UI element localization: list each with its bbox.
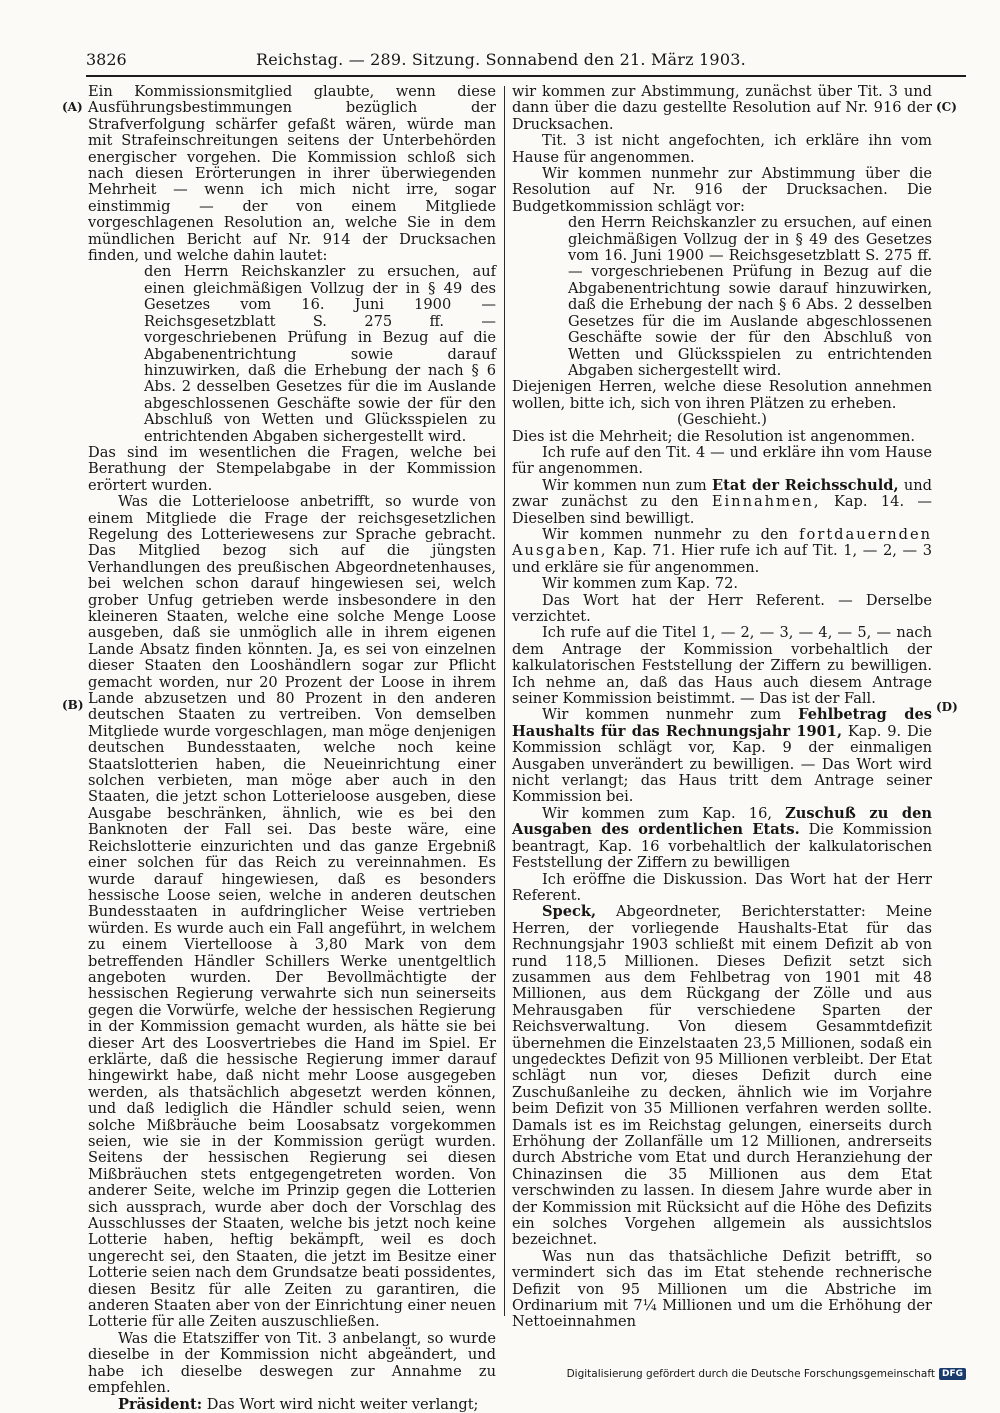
margin-mark-a: (A) <box>62 100 83 114</box>
text-run: Kap. 14. — Dieselben sind bewilligt. <box>512 493 933 527</box>
header-rule <box>86 75 966 77</box>
speaker-name: Präsident: <box>118 1395 203 1413</box>
speech-text: Das Wort wird nicht weiter verlangt; <box>206 1395 479 1413</box>
text-run: Kap. 9. Die Kommission schlägt vor, Kap. 9 der einmaligen Ausgaben unverändert zu bewilligen. — Das Wort wird nicht verlangt; das Haus tritt dem Antrage seiner Kommission bei. <box>512 722 933 806</box>
text-run: Wir kommen nunmehr zu den <box>542 525 788 543</box>
margin-mark-c: (C) <box>936 100 957 114</box>
paragraph <box>88 1397 496 1413</box>
margin-mark-d: (D) <box>936 700 958 714</box>
paragraph: Was die Etatsziffer von Tit. 3 anbelangt, so wurde dieselbe in der Kommission nicht abgeändert, und habe ich dieselbe deswegen zur Annahme zu empfehlen. <box>88 1329 496 1397</box>
left-column <box>88 84 496 1413</box>
paragraph: Wir kommen zum Kap. 72. <box>542 575 739 593</box>
text-run: Die Kommission beantragt, Kap. 16 vorbehaltlich der kalkulatorischen Feststellung der Ziffern zu bewilligen <box>512 821 932 872</box>
dfg-logo-icon: DFG <box>939 1368 966 1380</box>
speaker-name: Speck, <box>542 903 597 921</box>
paragraph: Ich rufe auf die Titel 1, — 2, — 3, — 4, — 5, — nach dem Antrage der Kommission vorbehaltlich der kalkulatorischen Feststellung der Ziffern zu bewilligen. Ich nehme an, daß das Haus auch diesem Antrage seiner Kommission beistimmt. — Das ist der Fall. <box>512 624 932 708</box>
right-column <box>512 84 932 1331</box>
paragraph: Das Wort hat der Herr Referent. — Derselbe verzichtet. <box>512 591 932 625</box>
paragraph: Tit. 3 ist nicht angefochten, ich erkläre ihn vom Hause für angenommen. <box>512 132 932 166</box>
paragraph: Was nun das thatsächliche Defizit betrifft, so vermindert sich das im Etat stehende rechnerische Defizit von 95 Millionen um die Abstriche im Ordinarium mit 7¼ Millionen und um die Erhöhung der Nettoeinnahmen <box>512 1247 932 1331</box>
text-run: Wir kommen zum Kap. 16, <box>542 804 773 822</box>
budget-heading: Fehlbetrag des Haushalts für das Rechnungsjahr 1901, <box>512 706 933 740</box>
column-divider <box>504 86 505 1316</box>
running-title: Reichstag. — 289. Sitzung. Sonnabend den 21. März 1903. <box>256 50 746 69</box>
resolution-quote: den Herrn Reichskanzler zu ersuchen, auf einen gleichmäßigen Vollzug der in § 49 des Gesetzes vom 16. Juni 1900 — Reichsgesetzblatt S. 275 ff. — vorgeschriebenen Prüfung in Bezug auf die Abgabenentrichtung sowie darauf hinzuwirken, daß die Erhebung der nach § 6 Abs. 2 desselben Gesetzes für die im Auslande abgeschlossenen Geschäfte sowie der für den Abschluß von Wetten und Glücksspielen zu entrichtenden Abgaben sichergestellt wird. <box>144 263 496 445</box>
budget-heading: Etat der Reichsschuld, <box>712 476 899 494</box>
paragraph: Was die Lotterieloose anbetrifft, so wurde von einem Mitgliede die Frage der reichsgesetzlichen Regelung des Lotteriewesens zur Sprache gebracht. Das Mitglied bezog sich auf die jüngsten Verhandlungen des preußischen Abgeordnetenhauses, bei welchen schon darauf hingewiesen sei, welch grober Unfug getrieben werde insbesondere in den kleineren Staaten, welche eine solche Menge Loose ausgeben, daß sie unmöglich alle in ihrem eigenen Lande Absatz finden könnten. Ja, es sei von einzelnen dieser Staaten den Looshändlern sogar zur Pflicht gemacht worden, nur 20 Prozent der Loose in ihrem Lande abzusetzen und 80 Prozent in den anderen deutschen Staaten zu vertreiben. Von demselben Mitgliede wurde vorgeschlagen, man möge denjenigen deutschen Bundesstaaten, welche noch keine Staatslotterien haben, die Neueinrichtung einer solchen verbieten, man möge aber auch in den Staaten, die jetzt schon Lotterieloose ausgeben, diese Ausgabe beschränken, ähnlich, wie es bei den Banknoten der Fall sei. Das beste wäre, eine Reichslotterie einzurichten und das ganze Ergebniß einer solchen für das Reich zu vereinnahmen. Es wurde darauf hingewiesen, daß es besonders hessische Loose seien, welche in anderen deutschen Bundesstaaten in aufdringlicher Weise vertrieben würden. Es wurde auch ein Fall angeführt, in welchem zu einem Viertelloose à 3,80 Mark von dem betreffenden Händler Schillers Werke unentgeltlich angeboten wurden. Der Bevollmächtigte der hessischen Regierung verwahrte sich nun seinerseits gegen die Vorwürfe, welche der hessischen Regierung in der Kommission gemacht wurden, als hätte sie bei dieser Art des Loosvertriebes die Hand im Spiel. Er erklärte, daß die hessische Regierung immer darauf hingewirkt habe, daß nicht mehr Loose ausgegeben werden, als thatsächlich abgesetzt werden können, und daß lediglich die Händler schuld seien, wenn solche Mißbräuche beim Loosabsatz vorgekommen seien, wie sie in der Kommission gerügt wurden. Seitens der hessischen Regierung sei diesen Mißbräuchen stets entgegengetreten worden. Von anderer Seite, welche im Prinzip gegen die Lotterien sich aussprach, wurde aber doch der Vorschlag des Ausschlusses der Staaten, welche bis jetzt noch keine Lotterie haben, heftig bekämpft, weil es doch ungerecht sei, den Staaten, die jetzt im Besitze einer Lotterie seien nach dem Grundsatze beati possidentes, diesen Besitz für alle Zeiten zu garantiren, die anderen Staaten aber von der Einrichtung einer neuen Lotterie für alle Zeiten auszuschließen. <box>88 493 496 1331</box>
text-run: Wir kommen nunmehr zum <box>542 706 782 724</box>
paragraph: Das sind im wesentlichen die Fragen, welche bei Berathung der Stempelabgabe in der Kommission erörtert wurden. <box>88 443 496 494</box>
paragraph <box>512 478 932 527</box>
paragraph <box>512 904 932 1249</box>
budget-heading: Zuschuß zu den Ausgaben des ordentlichen Etats. <box>512 804 932 839</box>
footer-credit <box>567 1368 966 1380</box>
paragraph: Dies ist die Mehrheit; die Resolution ist angenommen. <box>512 427 916 445</box>
stage-direction: (Geschieht.) <box>677 411 767 429</box>
page-header <box>86 46 966 74</box>
paragraph <box>512 527 932 576</box>
paragraph: Wir kommen nunmehr zur Abstimmung über die Resolution auf Nr. 916 der Drucksachen. Die Budgetkommission schlägt vor: <box>512 165 932 215</box>
paragraph: Ein Kommissionsmitglied glaubte, wenn diese Ausführungsbestimmungen bezüglich der Strafverfolgung schärfer gefaßt wären, würde man mit Strafeinschreitungen seitens der Unterbehörden energischer vorgehen. Die Kommission schloß sich nach diesen Erörterungen in ihrer überwiegenden Mehrheit — wenn ich mich nicht irre, sogar einstimmig — der von einem Mitgliede vorgeschlagenen Resolution an, welche Sie in dem mündlichen Bericht auf Nr. 914 der Drucksachen finden, und welche dahin lautet: <box>88 83 496 265</box>
spaced-term: fortdauernden Ausgaben, <box>512 525 933 560</box>
page-number: 3826 <box>86 50 127 69</box>
text-run: Wir kommen nun zum <box>542 476 707 494</box>
paragraph: wir kommen zur Abstimmung, zunächst über Tit. 3 und dann über die dazu gestellte Resolution auf Nr. 916 der Drucksachen. <box>512 83 932 133</box>
paragraph: Ich rufe auf den Tit. 4 — und erkläre ihn vom Hause für angenommen. <box>512 443 932 478</box>
resolution-quote: den Herrn Reichskanzler zu ersuchen, auf einen gleichmäßigen Vollzug der in § 49 des Gesetzes vom 16. Juni 1900 — Reichsgesetzblatt S. 275 ff. — vorgeschriebenen Prüfung in Bezug auf die Abgabenentrichtung sowie darauf hinzuwirken, daß die Erhebung der nach § 6 Abs. 2 desselben Gesetzes für die im Auslande abgeschlossenen Geschäfte sowie der für den Abschluß von Wetten und Glücksspielen zu entrichtenden Abgaben sichergestellt wird. <box>568 214 932 379</box>
paragraph <box>512 707 932 805</box>
spaced-term: Einnahmen, <box>711 493 821 511</box>
speech-text: Abgeordneter, Berichterstatter: Meine Herren, der vorliegende Haushalts-Etat für das Rechnungsjahr 1903 schließt mit einem Defizit ab von rund 118,5 Millionen. Dieses Defizit setzt sich zusammen aus dem Fehlbetrag von 1901 mit 48 Millionen, aus dem Rückgang der Zölle und aus Mehrausgaben für verschiedene Sparten der Reichsverwaltung. Von diesem Gesammtdefizit übernehmen die Einzelstaaten 23,5 Millionen, sodaß ein ungedecktes Defizit von 95 Millionen verbleibt. Der Etat schlägt nun vor, dieses Defizit durch eine Zuschußanleihe zu decken, ähnlich wie im Vorjahre beim Defizit von 35 Millionen verfahren werden sollte. Damals ist es im Reichstag gelungen, einerseits durch Erhöhung der Zollanfälle um 12 Millionen, andrerseits durch Abstriche vom Etat und durch Heranziehung der Chinazinsen die 35 Millionen aus dem Etat verschwinden zu lassen. In diesem Jahre wurde aber in der Kommission mit Rücksicht auf die Höhe des Defizits ein solches Vorgehen allgemein als aussichtslos bezeichnet. <box>512 903 932 1249</box>
footer-text: Digitalisierung gefördert durch die Deutsche Forschungsgemeinschaft <box>566 1368 935 1380</box>
text-run: Kap. 71. Hier rufe ich auf Tit. 1, — 2, — 3 und erkläre sie für angenommen. <box>512 542 932 576</box>
paragraph: Ich eröffne die Diskussion. Das Wort hat der Herr Referent. <box>512 870 932 904</box>
paragraph: Diejenigen Herren, welche diese Resolution annehmen wollen, bitte ich, sich von ihren Plätzen zu erheben. <box>512 378 932 412</box>
margin-mark-b: (B) <box>62 698 84 712</box>
paragraph <box>512 806 932 872</box>
text-run: und zwar zunächst zu den <box>512 476 932 511</box>
